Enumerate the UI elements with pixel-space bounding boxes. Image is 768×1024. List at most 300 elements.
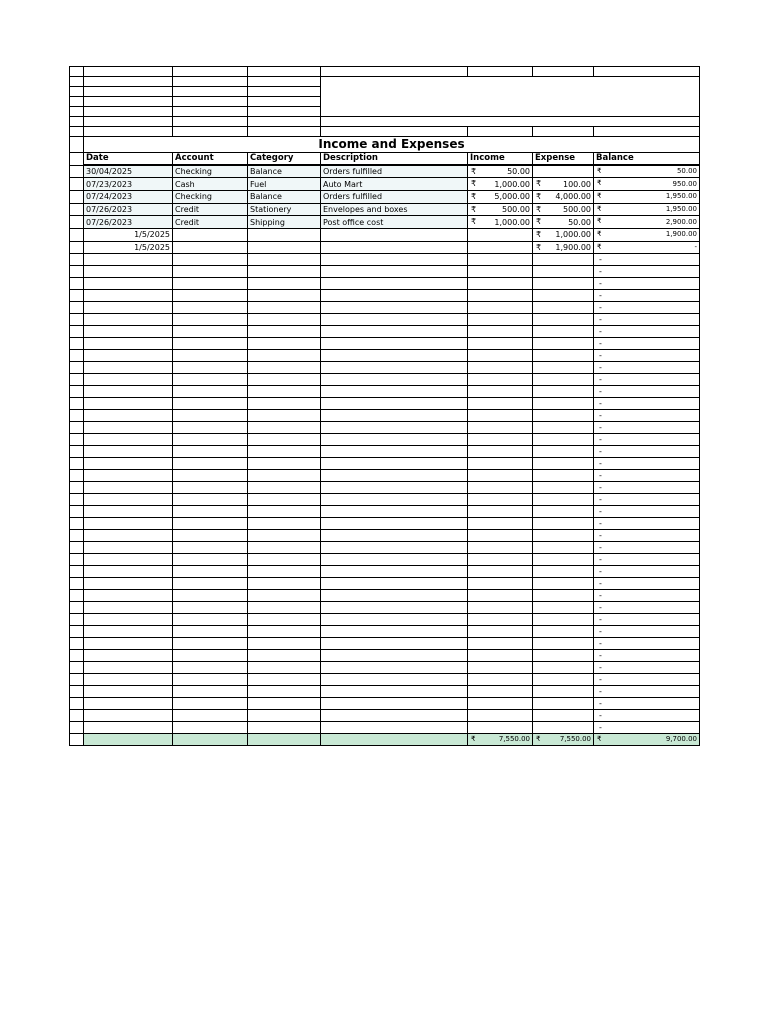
category-cell[interactable]: Balance	[248, 190, 321, 203]
empty-cell[interactable]	[248, 434, 321, 446]
empty-cell[interactable]	[533, 326, 594, 338]
balance-cell[interactable]: -	[594, 686, 700, 698]
empty-cell[interactable]	[84, 686, 173, 698]
balance-cell[interactable]: -	[594, 614, 700, 626]
empty-cell[interactable]	[468, 614, 533, 626]
empty-cell[interactable]	[533, 290, 594, 302]
empty-cell[interactable]	[248, 290, 321, 302]
empty-cell[interactable]	[321, 362, 468, 374]
empty-cell[interactable]	[173, 410, 248, 422]
balance-cell[interactable]: -	[594, 494, 700, 506]
empty-cell[interactable]	[533, 458, 594, 470]
empty-cell[interactable]	[321, 278, 468, 290]
empty-cell[interactable]	[248, 650, 321, 662]
empty-cell[interactable]	[321, 554, 468, 566]
empty-cell[interactable]	[321, 566, 468, 578]
empty-cell[interactable]	[173, 458, 248, 470]
empty-cell[interactable]	[321, 626, 468, 638]
balance-cell[interactable]: -	[594, 338, 700, 350]
empty-cell[interactable]	[84, 698, 173, 710]
balance-cell[interactable]: -	[594, 602, 700, 614]
empty-cell[interactable]	[173, 482, 248, 494]
empty-cell[interactable]	[173, 446, 248, 458]
empty-cell[interactable]	[533, 266, 594, 278]
empty-cell[interactable]	[173, 602, 248, 614]
empty-cell[interactable]	[533, 626, 594, 638]
empty-cell[interactable]	[173, 278, 248, 290]
empty-cell[interactable]	[173, 626, 248, 638]
empty-cell[interactable]	[533, 674, 594, 686]
empty-cell[interactable]	[248, 590, 321, 602]
empty-cell[interactable]	[84, 290, 173, 302]
empty-cell[interactable]	[84, 590, 173, 602]
empty-cell[interactable]	[468, 722, 533, 734]
empty-cell[interactable]	[173, 578, 248, 590]
empty-cell[interactable]	[248, 314, 321, 326]
empty-cell[interactable]	[248, 482, 321, 494]
balance-cell[interactable]: -	[594, 326, 700, 338]
empty-cell[interactable]	[468, 554, 533, 566]
empty-cell[interactable]	[533, 386, 594, 398]
empty-cell[interactable]	[468, 494, 533, 506]
empty-cell[interactable]	[468, 530, 533, 542]
empty-cell[interactable]	[173, 494, 248, 506]
expense-cell[interactable]	[533, 228, 594, 241]
empty-cell[interactable]	[321, 422, 468, 434]
empty-cell[interactable]	[84, 578, 173, 590]
expense-cell[interactable]	[533, 241, 594, 254]
empty-cell[interactable]	[533, 650, 594, 662]
empty-cell[interactable]	[533, 566, 594, 578]
empty-cell[interactable]	[321, 686, 468, 698]
balance-cell[interactable]: -	[594, 542, 700, 554]
empty-cell[interactable]	[248, 350, 321, 362]
balance-cell[interactable]: -	[594, 386, 700, 398]
empty-cell[interactable]	[468, 590, 533, 602]
empty-cell[interactable]	[173, 710, 248, 722]
income-cell[interactable]	[468, 203, 533, 216]
empty-cell[interactable]	[533, 662, 594, 674]
empty-cell[interactable]	[84, 374, 173, 386]
total-expense-cell[interactable]	[533, 734, 594, 746]
empty-cell[interactable]	[173, 266, 248, 278]
empty-cell[interactable]	[248, 602, 321, 614]
empty-cell[interactable]	[468, 422, 533, 434]
empty-cell[interactable]	[533, 578, 594, 590]
empty-cell[interactable]	[321, 638, 468, 650]
empty-cell[interactable]	[248, 578, 321, 590]
balance-cell[interactable]: -	[594, 422, 700, 434]
empty-cell[interactable]	[248, 446, 321, 458]
empty-cell[interactable]	[84, 386, 173, 398]
empty-cell[interactable]	[533, 410, 594, 422]
empty-cell[interactable]	[248, 542, 321, 554]
balance-cell[interactable]: -	[594, 278, 700, 290]
balance-cell[interactable]: -	[594, 578, 700, 590]
empty-cell[interactable]	[321, 590, 468, 602]
empty-cell[interactable]	[468, 698, 533, 710]
empty-cell[interactable]	[173, 326, 248, 338]
empty-cell[interactable]	[533, 686, 594, 698]
empty-cell[interactable]	[468, 686, 533, 698]
empty-cell[interactable]	[84, 626, 173, 638]
empty-cell[interactable]	[321, 290, 468, 302]
empty-cell[interactable]	[173, 590, 248, 602]
empty-cell[interactable]	[468, 398, 533, 410]
empty-cell[interactable]	[533, 710, 594, 722]
balance-cell[interactable]	[594, 178, 700, 191]
balance-cell[interactable]: -	[594, 314, 700, 326]
empty-cell[interactable]	[173, 362, 248, 374]
empty-cell[interactable]	[468, 650, 533, 662]
empty-cell[interactable]	[321, 374, 468, 386]
empty-cell[interactable]	[468, 506, 533, 518]
empty-cell[interactable]	[321, 674, 468, 686]
empty-cell[interactable]	[468, 314, 533, 326]
empty-cell[interactable]	[468, 518, 533, 530]
empty-cell[interactable]	[248, 686, 321, 698]
empty-cell[interactable]	[533, 434, 594, 446]
empty-cell[interactable]	[248, 458, 321, 470]
empty-cell[interactable]	[533, 542, 594, 554]
empty-cell[interactable]	[321, 542, 468, 554]
empty-cell[interactable]	[84, 410, 173, 422]
empty-cell[interactable]	[468, 458, 533, 470]
empty-cell[interactable]	[84, 722, 173, 734]
empty-cell[interactable]	[533, 362, 594, 374]
empty-cell[interactable]	[321, 506, 468, 518]
empty-cell[interactable]	[84, 518, 173, 530]
balance-cell[interactable]	[594, 228, 700, 241]
empty-cell[interactable]	[468, 326, 533, 338]
empty-cell[interactable]	[173, 686, 248, 698]
empty-cell[interactable]	[173, 374, 248, 386]
empty-cell[interactable]	[173, 530, 248, 542]
balance-cell[interactable]: -	[594, 674, 700, 686]
empty-cell[interactable]	[533, 470, 594, 482]
empty-cell[interactable]	[533, 494, 594, 506]
empty-cell[interactable]	[84, 446, 173, 458]
date-cell[interactable]: 1/5/2025	[84, 228, 173, 241]
balance-cell[interactable]: -	[594, 662, 700, 674]
empty-cell[interactable]	[321, 326, 468, 338]
empty-cell[interactable]	[173, 662, 248, 674]
empty-cell[interactable]	[248, 362, 321, 374]
empty-cell[interactable]	[173, 290, 248, 302]
empty-cell[interactable]	[468, 602, 533, 614]
empty-cell[interactable]	[321, 602, 468, 614]
empty-cell[interactable]	[533, 338, 594, 350]
empty-cell[interactable]	[248, 470, 321, 482]
empty-cell[interactable]	[173, 302, 248, 314]
empty-cell[interactable]	[248, 422, 321, 434]
empty-cell[interactable]	[321, 482, 468, 494]
empty-cell[interactable]	[321, 254, 468, 266]
empty-cell[interactable]	[468, 638, 533, 650]
date-cell[interactable]: 07/23/2023	[84, 178, 173, 191]
category-cell[interactable]: Stationery	[248, 203, 321, 216]
empty-cell[interactable]	[84, 494, 173, 506]
empty-cell[interactable]	[468, 662, 533, 674]
empty-cell[interactable]	[321, 314, 468, 326]
empty-cell[interactable]	[248, 530, 321, 542]
empty-cell[interactable]	[248, 638, 321, 650]
empty-cell[interactable]	[321, 494, 468, 506]
empty-cell[interactable]	[468, 626, 533, 638]
empty-cell[interactable]	[84, 662, 173, 674]
balance-cell[interactable]	[594, 190, 700, 203]
balance-cell[interactable]: -	[594, 290, 700, 302]
balance-cell[interactable]: -	[594, 470, 700, 482]
account-cell[interactable]: Credit	[173, 216, 248, 229]
balance-cell[interactable]: -	[594, 446, 700, 458]
total-balance-cell[interactable]	[594, 734, 700, 746]
empty-cell[interactable]	[468, 266, 533, 278]
account-cell[interactable]	[173, 241, 248, 254]
empty-cell[interactable]	[84, 350, 173, 362]
empty-cell[interactable]	[321, 710, 468, 722]
empty-cell[interactable]	[321, 458, 468, 470]
description-cell[interactable]	[321, 241, 468, 254]
empty-cell[interactable]	[173, 470, 248, 482]
empty-cell[interactable]	[84, 566, 173, 578]
empty-cell[interactable]	[248, 662, 321, 674]
income-cell[interactable]	[468, 178, 533, 191]
empty-cell[interactable]	[533, 722, 594, 734]
empty-cell[interactable]	[248, 554, 321, 566]
balance-cell[interactable]: -	[594, 698, 700, 710]
empty-cell[interactable]	[321, 350, 468, 362]
category-cell[interactable]: Fuel	[248, 178, 321, 191]
empty-cell[interactable]	[468, 338, 533, 350]
empty-cell[interactable]	[248, 710, 321, 722]
empty-cell[interactable]	[468, 542, 533, 554]
empty-cell[interactable]	[468, 410, 533, 422]
empty-cell[interactable]	[84, 266, 173, 278]
empty-cell[interactable]	[173, 350, 248, 362]
empty-cell[interactable]	[533, 302, 594, 314]
empty-cell[interactable]	[321, 650, 468, 662]
income-cell[interactable]	[468, 165, 533, 178]
balance-cell[interactable]: -	[594, 554, 700, 566]
balance-cell[interactable]: -	[594, 254, 700, 266]
empty-cell[interactable]	[533, 638, 594, 650]
empty-cell[interactable]	[533, 530, 594, 542]
empty-cell[interactable]	[248, 302, 321, 314]
empty-cell[interactable]	[321, 698, 468, 710]
empty-cell[interactable]	[321, 338, 468, 350]
category-cell[interactable]	[248, 241, 321, 254]
balance-cell[interactable]: -	[594, 458, 700, 470]
empty-cell[interactable]	[173, 386, 248, 398]
empty-cell[interactable]	[468, 566, 533, 578]
empty-cell[interactable]	[84, 470, 173, 482]
balance-cell[interactable]: -	[594, 590, 700, 602]
balance-cell[interactable]: -	[594, 638, 700, 650]
empty-cell[interactable]	[84, 542, 173, 554]
balance-cell[interactable]: -	[594, 530, 700, 542]
empty-cell[interactable]	[248, 518, 321, 530]
expense-cell[interactable]	[533, 165, 594, 178]
empty-cell[interactable]	[321, 446, 468, 458]
empty-cell[interactable]	[84, 614, 173, 626]
balance-cell[interactable]: -	[594, 626, 700, 638]
empty-cell[interactable]	[248, 410, 321, 422]
empty-cell[interactable]	[321, 302, 468, 314]
empty-cell[interactable]	[248, 338, 321, 350]
income-cell[interactable]	[468, 190, 533, 203]
description-cell[interactable]: Post office cost	[321, 216, 468, 229]
empty-cell[interactable]	[248, 722, 321, 734]
empty-cell[interactable]	[84, 602, 173, 614]
empty-cell[interactable]	[173, 698, 248, 710]
empty-cell[interactable]	[84, 710, 173, 722]
description-cell[interactable]: Auto Mart	[321, 178, 468, 191]
empty-cell[interactable]	[321, 470, 468, 482]
description-cell[interactable]	[321, 228, 468, 241]
expense-cell[interactable]	[533, 203, 594, 216]
empty-cell[interactable]	[468, 482, 533, 494]
empty-cell[interactable]	[468, 278, 533, 290]
empty-cell[interactable]	[533, 278, 594, 290]
empty-cell[interactable]	[84, 314, 173, 326]
balance-cell[interactable]: -	[594, 506, 700, 518]
empty-cell[interactable]	[468, 674, 533, 686]
empty-cell[interactable]	[533, 254, 594, 266]
account-cell[interactable]: Cash	[173, 178, 248, 191]
empty-cell[interactable]	[84, 554, 173, 566]
empty-cell[interactable]	[533, 602, 594, 614]
empty-cell[interactable]	[84, 482, 173, 494]
empty-cell[interactable]	[533, 590, 594, 602]
balance-cell[interactable]: -	[594, 710, 700, 722]
empty-cell[interactable]	[84, 530, 173, 542]
empty-cell[interactable]	[533, 314, 594, 326]
total-income-cell[interactable]	[468, 734, 533, 746]
empty-cell[interactable]	[173, 542, 248, 554]
income-cell[interactable]	[468, 228, 533, 241]
description-cell[interactable]: Orders fulfilled	[321, 190, 468, 203]
balance-cell[interactable]: -	[594, 650, 700, 662]
account-cell[interactable]	[173, 228, 248, 241]
description-cell[interactable]: Orders fulfilled	[321, 165, 468, 178]
empty-cell[interactable]	[321, 722, 468, 734]
empty-cell[interactable]	[533, 398, 594, 410]
empty-cell[interactable]	[321, 662, 468, 674]
empty-cell[interactable]	[533, 422, 594, 434]
balance-cell[interactable]: -	[594, 374, 700, 386]
category-cell[interactable]: Balance	[248, 165, 321, 178]
balance-cell[interactable]: -	[594, 362, 700, 374]
balance-cell[interactable]: -	[594, 350, 700, 362]
empty-cell[interactable]	[321, 518, 468, 530]
balance-cell[interactable]	[594, 241, 700, 254]
empty-cell[interactable]	[84, 506, 173, 518]
empty-cell[interactable]	[248, 494, 321, 506]
balance-cell[interactable]: -	[594, 434, 700, 446]
empty-cell[interactable]	[321, 398, 468, 410]
empty-cell[interactable]	[84, 302, 173, 314]
income-cell[interactable]	[468, 241, 533, 254]
empty-cell[interactable]	[533, 614, 594, 626]
empty-cell[interactable]	[84, 254, 173, 266]
empty-cell[interactable]	[321, 578, 468, 590]
balance-cell[interactable]: -	[594, 722, 700, 734]
empty-cell[interactable]	[173, 674, 248, 686]
empty-cell[interactable]	[248, 674, 321, 686]
expense-cell[interactable]	[533, 178, 594, 191]
empty-cell[interactable]	[321, 266, 468, 278]
balance-cell[interactable]: -	[594, 482, 700, 494]
empty-cell[interactable]	[248, 614, 321, 626]
empty-cell[interactable]	[248, 374, 321, 386]
empty-cell[interactable]	[321, 530, 468, 542]
empty-cell[interactable]	[173, 566, 248, 578]
balance-cell[interactable]: -	[594, 410, 700, 422]
empty-cell[interactable]	[84, 422, 173, 434]
empty-cell[interactable]	[84, 434, 173, 446]
empty-cell[interactable]	[468, 362, 533, 374]
empty-cell[interactable]	[84, 362, 173, 374]
empty-cell[interactable]	[468, 290, 533, 302]
empty-cell[interactable]	[533, 350, 594, 362]
empty-cell[interactable]	[173, 518, 248, 530]
empty-cell[interactable]	[248, 254, 321, 266]
empty-cell[interactable]	[173, 650, 248, 662]
empty-cell[interactable]	[84, 338, 173, 350]
empty-cell[interactable]	[248, 398, 321, 410]
date-cell[interactable]: 1/5/2025	[84, 241, 173, 254]
category-cell[interactable]: Shipping	[248, 216, 321, 229]
empty-cell[interactable]	[248, 566, 321, 578]
balance-cell[interactable]	[594, 203, 700, 216]
empty-cell[interactable]	[468, 446, 533, 458]
empty-cell[interactable]	[248, 506, 321, 518]
expense-cell[interactable]	[533, 216, 594, 229]
empty-cell[interactable]	[468, 434, 533, 446]
balance-cell[interactable]	[594, 216, 700, 229]
empty-cell[interactable]	[248, 698, 321, 710]
empty-cell[interactable]	[248, 278, 321, 290]
empty-cell[interactable]	[533, 446, 594, 458]
empty-cell[interactable]	[248, 326, 321, 338]
empty-cell[interactable]	[468, 470, 533, 482]
empty-cell[interactable]	[321, 614, 468, 626]
empty-cell[interactable]	[533, 698, 594, 710]
empty-cell[interactable]	[468, 374, 533, 386]
empty-cell[interactable]	[248, 266, 321, 278]
empty-cell[interactable]	[173, 254, 248, 266]
empty-cell[interactable]	[173, 434, 248, 446]
empty-cell[interactable]	[173, 338, 248, 350]
date-cell[interactable]: 07/24/2023	[84, 190, 173, 203]
empty-cell[interactable]	[533, 518, 594, 530]
empty-cell[interactable]	[84, 638, 173, 650]
account-cell[interactable]: Checking	[173, 190, 248, 203]
notes-area[interactable]	[321, 77, 700, 117]
date-cell[interactable]: 30/04/2025	[84, 165, 173, 178]
balance-cell[interactable]: -	[594, 398, 700, 410]
empty-cell[interactable]	[173, 314, 248, 326]
income-cell[interactable]	[468, 216, 533, 229]
empty-cell[interactable]	[533, 482, 594, 494]
empty-cell[interactable]	[533, 554, 594, 566]
category-cell[interactable]	[248, 228, 321, 241]
description-cell[interactable]: Envelopes and boxes	[321, 203, 468, 216]
empty-cell[interactable]	[468, 578, 533, 590]
empty-cell[interactable]	[468, 302, 533, 314]
empty-cell[interactable]	[84, 326, 173, 338]
